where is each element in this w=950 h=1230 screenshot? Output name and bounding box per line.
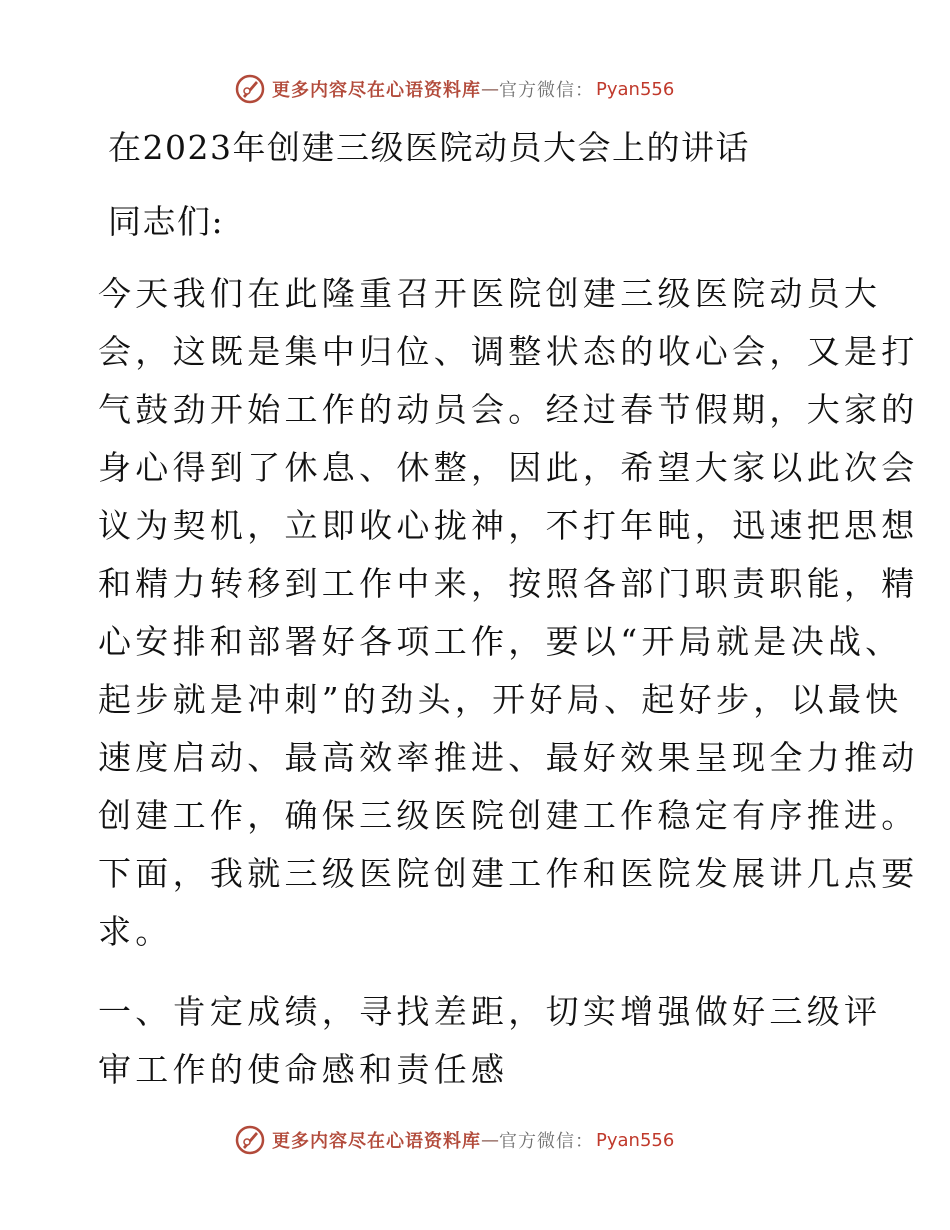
watermark-contact-id: Pyan556: [596, 78, 675, 100]
paragraph-line: 创建工作，确保三级医院创建工作稳定有序推进。: [98, 796, 919, 835]
paragraph-line: 心安排和部署好各项工作，要以“开局就是决战、: [98, 622, 903, 661]
quill-logo-icon: [234, 1124, 266, 1156]
body-paragraph: [98, 265, 919, 961]
paragraph-line: 求。: [98, 912, 173, 951]
paragraph-line: 会，这既是集中归位、调整状态的收心会，又是打: [98, 332, 919, 371]
paragraph-line: 今天我们在此隆重召开医院创建三级医院动员大: [98, 274, 882, 313]
watermark-contact-label: 官方微信：: [499, 1131, 594, 1152]
salutation: 同志们:: [108, 202, 225, 241]
header-watermark: [234, 73, 674, 105]
quill-logo-icon: [234, 73, 266, 105]
paragraph-line: 议为契机，立即收心拢神，不打年盹，迅速把思想: [98, 506, 919, 545]
paragraph-line: 气鼓劲开始工作的动员会。经过春节假期，大家的: [98, 390, 919, 429]
paragraph-line: 速度启动、最高效率推进、最好效果呈现全力推动: [98, 738, 919, 777]
footer-watermark: [234, 1124, 674, 1156]
watermark-brand-text: 更多内容尽在心语资料库: [272, 80, 481, 101]
watermark-brand-text: 更多内容尽在心语资料库: [272, 1131, 481, 1152]
section-heading-line: 一、肯定成绩，寻找差距，切实增强做好三级评: [98, 992, 882, 1031]
paragraph-line: 下面，我就三级医院创建工作和医院发展讲几点要: [98, 854, 919, 893]
watermark-contact-id: Pyan556: [596, 1129, 675, 1151]
watermark-separator: —: [481, 78, 499, 100]
paragraph-line: 身心得到了休息、休整，因此，希望大家以此次会: [98, 448, 919, 487]
paragraph-line: 和精力转移到工作中来，按照各部门职责职能，精: [98, 564, 919, 603]
watermark-separator: —: [481, 1129, 499, 1151]
paragraph-line: 起步就是冲刺”的劲头，开好局、起好步，以最快: [98, 680, 903, 719]
document-title: 在2023年创建三级医院动员大会上的讲话: [108, 128, 750, 167]
section-heading: [98, 983, 882, 1099]
section-heading-line: 审工作的使命感和责任感: [98, 1050, 509, 1089]
watermark-contact-label: 官方微信：: [499, 80, 594, 101]
